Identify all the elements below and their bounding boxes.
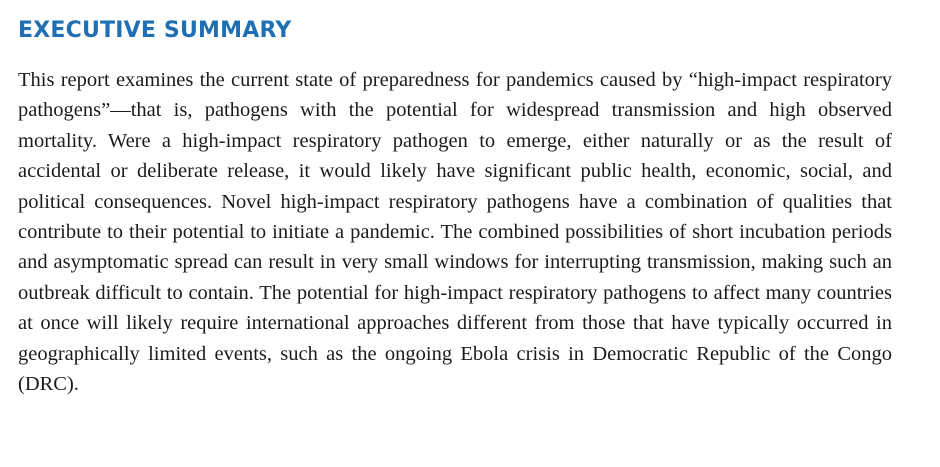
summary-paragraph: This report examines the current state of preparedness for pandemics caused by “high-impact respiratory pathogens”—that is, pathogens with the potential for widespread transmission and high observed mortality. Were a high-impact respiratory pathogen to emerge, either naturally or as the result of accidental or deliberate release, it would likely have significant public health, economic, social, and political consequences. Novel high-impact respiratory pathogens have a combination of qualities that contribute to their potential to initiate a pandemic. The combined possibilities of short incubation periods and asymptomatic spread can result in very small windows for interrupting transmission, making such an outbreak difficult to contain. The potential for high-impact respiratory pathogens to affect many countries at once will likely require international approaches different from those that have typically occurred in geographically limited events, such as the ongoing Ebola crisis in Democratic Republic of the Congo (DRC).	[18, 69, 892, 396]
section-heading: EXECUTIVE SUMMARY	[18, 18, 292, 43]
